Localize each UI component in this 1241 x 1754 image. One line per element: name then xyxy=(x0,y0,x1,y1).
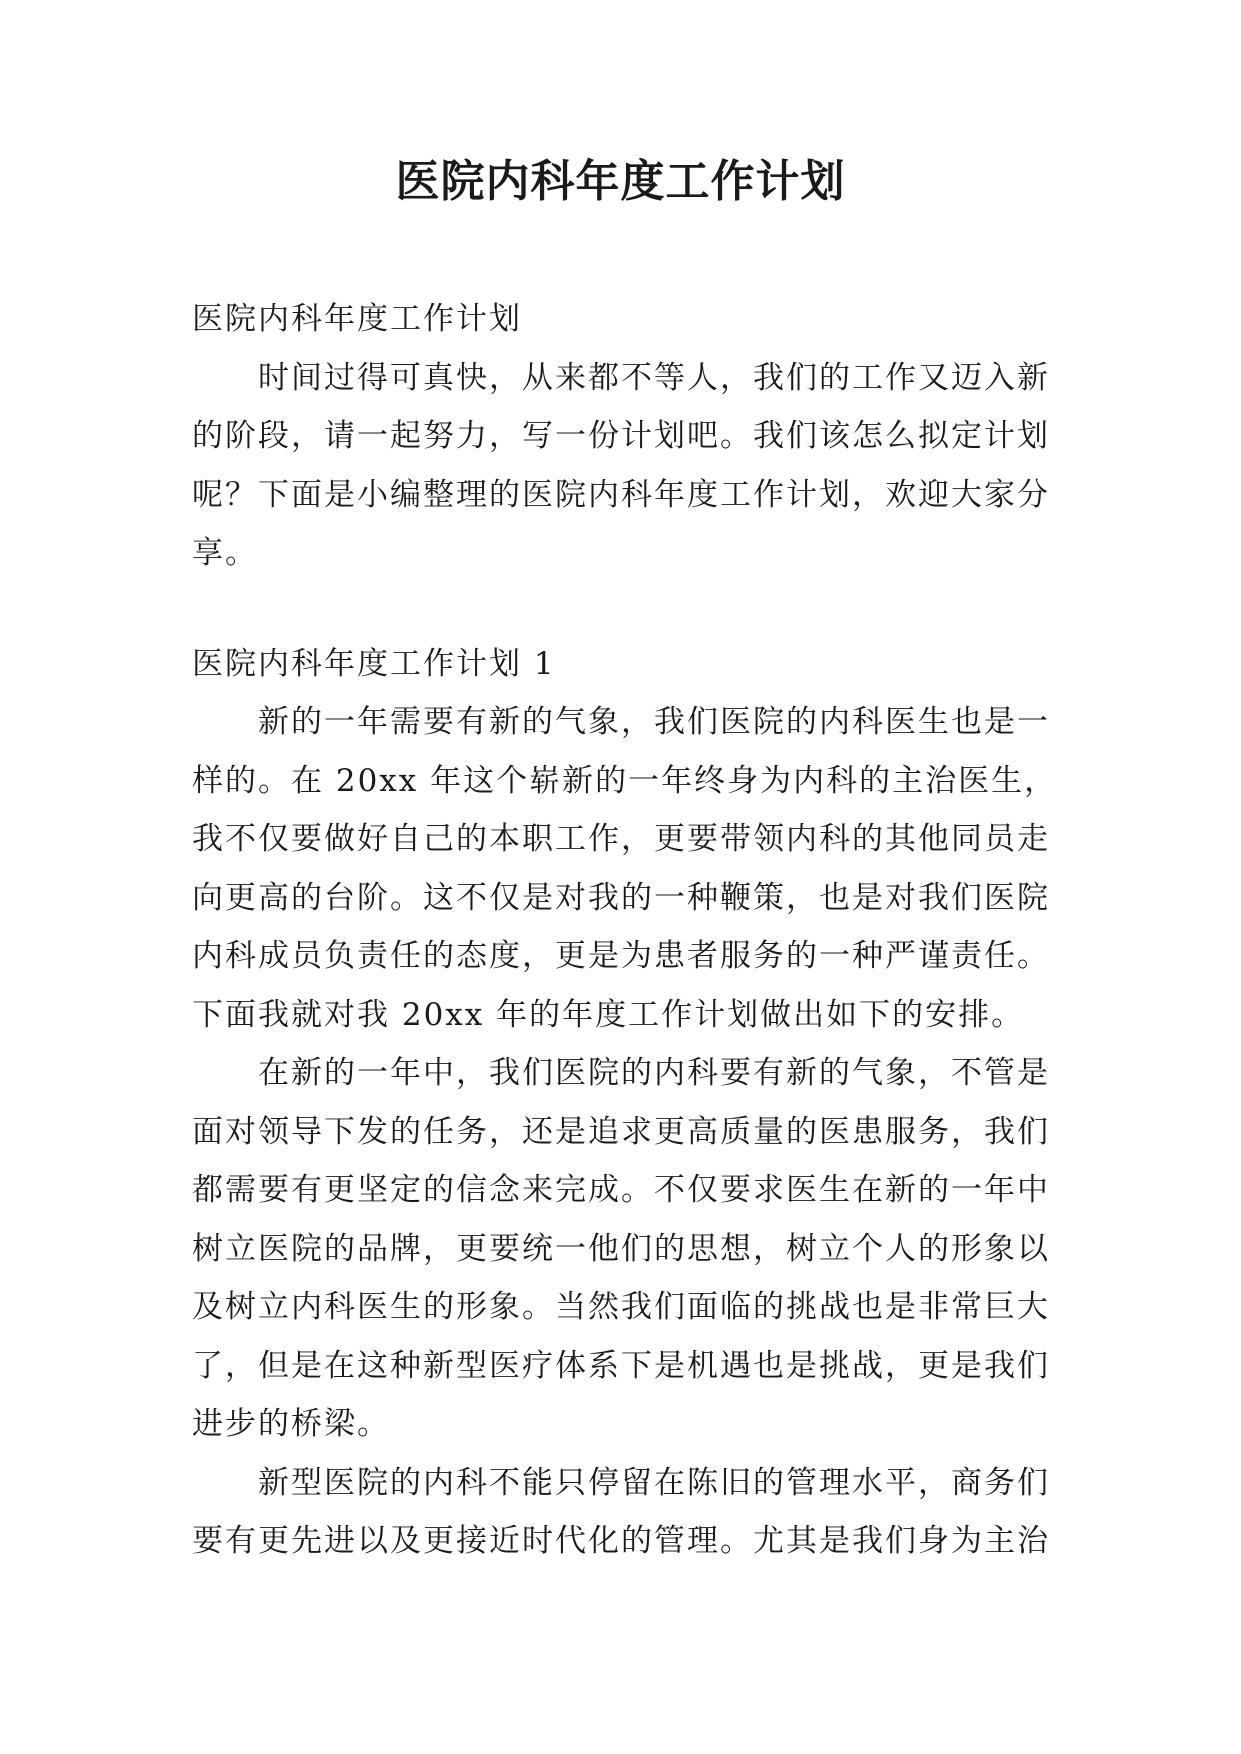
paragraph-line: 新的一年需要有新的气象，我们医院的内科医生也是一 xyxy=(258,704,1050,740)
section-heading: 医院内科年度工作计划 1 xyxy=(192,645,556,682)
paragraph-line: 享。 xyxy=(192,535,258,571)
paragraph-line: 样的。在 20xx 年这个崭新的一年终身为内科的主治医生， xyxy=(192,762,1058,799)
paragraph-1 xyxy=(192,693,1062,1044)
paragraph-line: 了，但是在这种新型医疗体系下是机遇也是挑战，更是我们 xyxy=(192,1347,1050,1384)
paragraph-line: 向更高的台阶。这不仅是对我的一种鞭策，也是对我们医院 xyxy=(192,879,1050,916)
paragraph-line: 进步的桥梁。 xyxy=(192,1406,390,1442)
document-subtitle: 医院内科年度工作计划 xyxy=(192,301,522,337)
intro-paragraph xyxy=(192,349,1062,583)
paragraph-line: 内科成员负责任的态度，更是为患者服务的一种严谨责任。 xyxy=(192,938,1050,974)
paragraph-line: 都需要有更坚定的信念来完成。不仅要求医生在新的一年中 xyxy=(192,1172,1050,1208)
paragraph-line: 我不仅要做好自己的本职工作，更要带领内科的其他同员走 xyxy=(192,821,1050,857)
paragraph-line: 呢？下面是小编整理的医院内科年度工作计划，欢迎大家分 xyxy=(192,476,1050,513)
paragraph-gap xyxy=(192,583,1062,635)
paragraph-line: 及树立内科医生的形象。当然我们面临的挑战也是非常巨大 xyxy=(192,1289,1050,1325)
paragraph-line: 要有更先进以及更接近时代化的管理。尤其是我们身为主治 xyxy=(192,1523,1050,1559)
paragraph-line: 在新的一年中，我们医院的内科要有新的气象，不管是 xyxy=(258,1055,1050,1091)
document-body xyxy=(192,290,1062,1571)
document-title: 医院内科年度工作计划 xyxy=(395,156,846,207)
paragraph-3 xyxy=(192,1454,1062,1571)
paragraph-line: 时间过得可真快，从来都不等人，我们的工作又迈入新 xyxy=(258,359,1050,396)
paragraph-line: 面对领导下发的任务，还是追求更高质量的医患服务，我们 xyxy=(192,1113,1050,1150)
paragraph-2 xyxy=(192,1044,1062,1454)
paragraph-line: 下面我就对我 20xx 年的年度工作计划做出如下的安排。 xyxy=(192,996,1025,1033)
paragraph-line: 树立医院的品牌，更要统一他们的思想，树立个人的形象以 xyxy=(192,1230,1050,1267)
paragraph-line: 的阶段，请一起努力，写一份计划吧。我们该怎么拟定计划 xyxy=(192,418,1050,454)
paragraph-line: 新型医院的内科不能只停留在陈旧的管理水平，商务们 xyxy=(258,1464,1050,1501)
